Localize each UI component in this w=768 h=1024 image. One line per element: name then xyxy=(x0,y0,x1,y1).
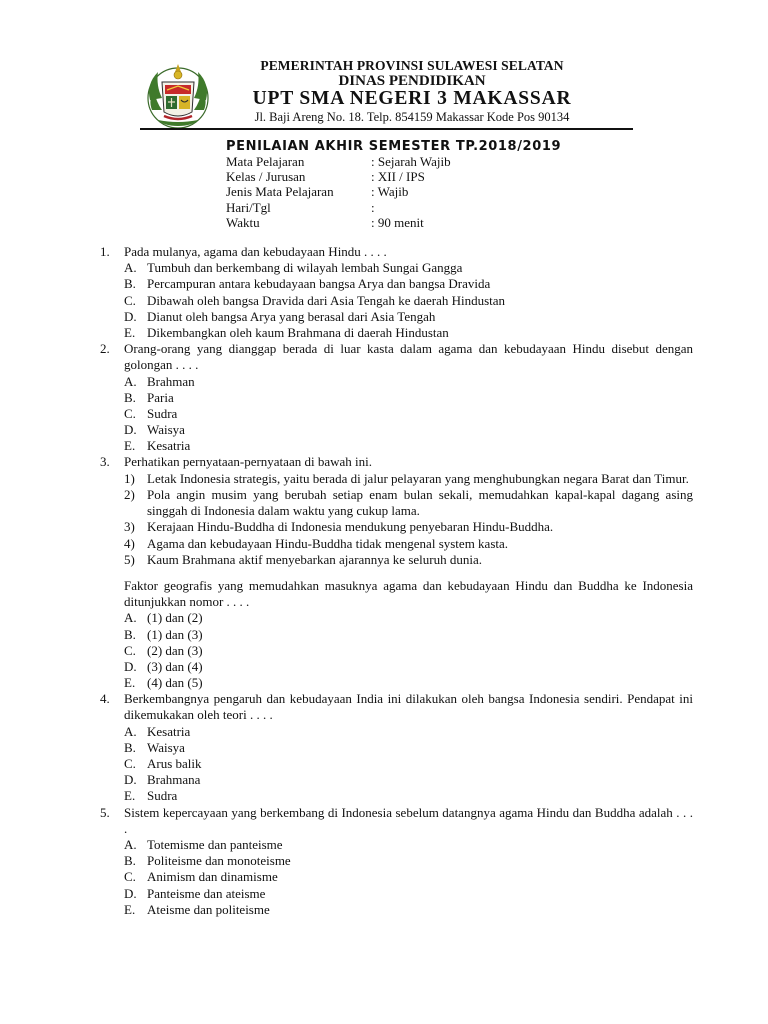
info-value: : 90 menit xyxy=(371,214,424,230)
statement-number: 4) xyxy=(124,535,135,551)
option-letter: E. xyxy=(124,675,136,691)
option-text: Dibawah oleh bangsa Dravida dari Asia Tengah ke daerah Hindustan xyxy=(147,292,506,308)
spacer xyxy=(100,568,693,578)
option-d xyxy=(124,309,693,325)
statement-1 xyxy=(124,471,693,487)
info-value: : Sejarah Wajib xyxy=(371,154,451,169)
info-value: : xyxy=(371,199,375,215)
option-letter: B. xyxy=(124,739,136,755)
statement-text: Pola angin musim yang berubah setiap enam bulan sekali, memudahkan kapal-kapal dagang asing singgah di Indonesia dalam waktu yang cukup lama. xyxy=(147,486,693,519)
info-label: Kelas / Jurusan xyxy=(226,169,306,185)
question-text: Orang-orang yang dianggap berada di luar kasta dalam agama dan kebudayaan Hindu disebut dengan golongan . . . . xyxy=(124,341,693,373)
option-e xyxy=(124,325,693,341)
question-2 xyxy=(100,341,693,454)
option-text: Dianut oleh bangsa Arya yang berasal dari Asia Tengah xyxy=(147,308,436,324)
option-list xyxy=(100,260,693,341)
option-text: Panteisme dan ateisme xyxy=(147,885,266,901)
option-letter: D. xyxy=(124,658,137,674)
info-value: : XII / IPS xyxy=(371,169,425,185)
option-letter: E. xyxy=(124,438,136,454)
option-letter: B. xyxy=(124,276,136,292)
option-list xyxy=(100,837,693,918)
option-letter: B. xyxy=(124,389,136,405)
question-text: Sistem kepercayaan yang berkembang di Indonesia sebelum datangnya agama Hindu dan Buddha adalah . . . . xyxy=(124,804,693,836)
option-e xyxy=(124,902,693,918)
option-c xyxy=(124,643,693,659)
option-text: Waisya xyxy=(147,422,185,438)
option-text: Waisya xyxy=(147,739,185,755)
info-label: Waktu xyxy=(226,214,260,230)
option-letter: D. xyxy=(124,308,137,324)
option-text: Percampuran antara kebudayaan bangsa Arya dan bangsa Dravida xyxy=(147,276,491,292)
option-list xyxy=(100,610,693,691)
statement-2 xyxy=(124,487,693,519)
statement-4 xyxy=(124,536,693,552)
option-text: (1) dan (3) xyxy=(147,626,203,642)
option-text: (4) dan (5) xyxy=(147,675,203,691)
question-1 xyxy=(100,244,693,341)
option-a xyxy=(124,260,693,276)
option-letter: C. xyxy=(124,756,136,772)
option-c xyxy=(124,293,693,309)
option-text: (2) dan (3) xyxy=(147,642,203,658)
option-text: Kesatria xyxy=(147,723,191,739)
letterhead-government: PEMERINTAH PROVINSI SULAWESI SELATAN xyxy=(260,58,564,73)
option-letter: B. xyxy=(124,853,136,869)
option-d xyxy=(124,422,693,438)
option-letter: D. xyxy=(124,885,137,901)
option-text: Brahmana xyxy=(147,772,201,788)
option-list xyxy=(100,374,693,455)
option-text: Ateisme dan politeisme xyxy=(147,901,270,917)
question-4 xyxy=(100,691,693,804)
statement-number: 1) xyxy=(124,470,135,486)
info-label: Hari/Tgl xyxy=(226,199,271,215)
option-letter: C. xyxy=(124,292,136,308)
statement-text: Kaum Brahmana aktif menyebarkan ajarannya ke seluruh dunia. xyxy=(147,551,482,567)
option-a xyxy=(124,837,693,853)
option-b xyxy=(124,740,693,756)
statement-number: 5) xyxy=(124,551,135,567)
option-text: Sudra xyxy=(147,405,178,421)
option-text: Politeisme dan monoteisme xyxy=(147,853,291,869)
option-a xyxy=(124,724,693,740)
option-text: Animism dan dinamisme xyxy=(147,869,278,885)
option-letter: B. xyxy=(124,626,136,642)
statement-number: 2) xyxy=(124,486,135,502)
option-b xyxy=(124,853,693,869)
question-3 xyxy=(100,454,693,691)
statement-number: 3) xyxy=(124,519,135,535)
option-letter: A. xyxy=(124,373,137,389)
option-text: Paria xyxy=(147,389,174,405)
option-list xyxy=(100,724,693,805)
letterhead-divider xyxy=(140,128,633,130)
option-b xyxy=(124,276,693,292)
option-b xyxy=(124,390,693,406)
question-5 xyxy=(100,805,693,918)
question-number: 2. xyxy=(100,341,110,357)
question-list xyxy=(100,244,693,918)
option-text: Kesatria xyxy=(147,438,191,454)
option-d xyxy=(124,886,693,902)
option-letter: D. xyxy=(124,772,137,788)
statement-5 xyxy=(124,552,693,568)
option-letter: A. xyxy=(124,723,137,739)
statement-text: Agama dan kebudayaan Hindu-Buddha tidak mengenal system kasta. xyxy=(147,535,509,551)
info-value: : Wajib xyxy=(371,184,409,200)
option-text: Arus balik xyxy=(147,756,202,772)
option-d xyxy=(124,772,693,788)
statement-text: Letak Indonesia strategis, yaitu berada di jalur pelayaran yang menghubungkan negara Barat dan Timur. xyxy=(147,470,689,486)
option-d xyxy=(124,659,693,675)
letterhead-address: Jl. Baji Areng No. 18. Telp. 854159 Makassar Kode Pos 90134 xyxy=(254,110,570,124)
option-a xyxy=(124,610,693,626)
option-text: Tumbuh dan berkembang di wilayah lembah Sungai Gangga xyxy=(147,260,463,276)
option-letter: A. xyxy=(124,260,137,276)
statement-text: Kerajaan Hindu-Buddha di Indonesia mendukung penyebaran Hindu-Buddha. xyxy=(147,519,554,535)
question-number: 1. xyxy=(100,244,110,259)
question-text: Pada mulanya, agama dan kebudayaan Hindu . . . . xyxy=(124,244,387,259)
option-letter: E. xyxy=(124,788,136,804)
option-text: Sudra xyxy=(147,788,178,804)
option-letter: E. xyxy=(124,901,136,917)
option-text: Totemisme dan panteisme xyxy=(147,837,283,852)
option-text: Dikembangkan oleh kaum Brahmana di daerah Hindustan xyxy=(147,324,449,340)
letterhead-department: DINAS PENDIDIKAN xyxy=(338,73,486,89)
option-letter: A. xyxy=(124,837,137,852)
provincial-emblem-logo xyxy=(142,60,214,132)
option-c xyxy=(124,406,693,422)
letterhead-school-name: UPT SMA NEGERI 3 MAKASSAR xyxy=(252,88,572,109)
option-letter: C. xyxy=(124,869,136,885)
info-label: Mata Pelajaran xyxy=(226,154,305,169)
option-text: (1) dan (2) xyxy=(147,610,203,626)
option-e xyxy=(124,438,693,454)
option-text: (3) dan (4) xyxy=(147,658,203,674)
option-b xyxy=(124,627,693,643)
option-a xyxy=(124,374,693,390)
option-c xyxy=(124,756,693,772)
exam-title: PENILAIAN AKHIR SEMESTER TP.2018/2019 xyxy=(226,139,562,154)
option-text: Brahman xyxy=(147,373,195,389)
question-number: 4. xyxy=(100,691,110,707)
question-text: Perhatikan pernyataan-pernyataan di bawah ini. xyxy=(124,454,372,470)
option-letter: D. xyxy=(124,422,137,438)
option-letter: C. xyxy=(124,405,136,421)
option-letter: A. xyxy=(124,610,137,626)
option-e xyxy=(124,788,693,804)
statement-3 xyxy=(124,519,693,535)
option-e xyxy=(124,675,693,691)
option-c xyxy=(124,869,693,885)
info-label: Jenis Mata Pelajaran xyxy=(226,184,334,200)
question-followup-text: Faktor geografis yang memudahkan masuknya agama dan kebudayaan Hindu dan Buddha ke Indonesia ditunjukkan nomor . . . . xyxy=(124,577,693,610)
option-letter: C. xyxy=(124,642,136,658)
question-text: Berkembangnya pengaruh dan kebudayaan India ini dilakukan oleh bangsa Indonesia sendiri. Pendapat ini dikemukakan oleh teori . . . . xyxy=(124,691,693,723)
question-number: 3. xyxy=(100,454,110,470)
question-number: 5. xyxy=(100,804,110,820)
option-letter: E. xyxy=(124,324,136,340)
